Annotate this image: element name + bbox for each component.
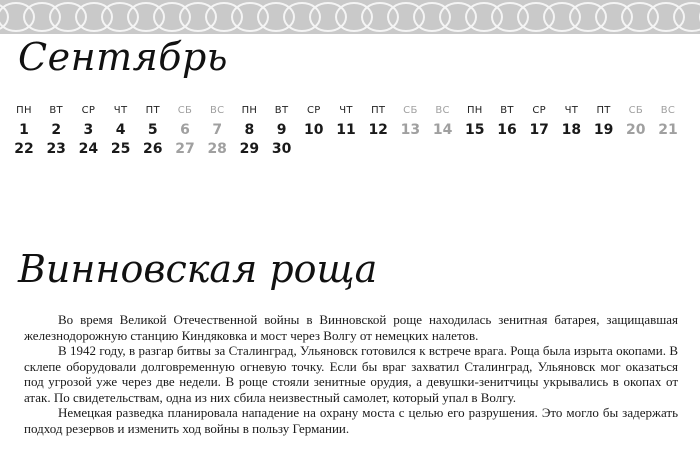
calendar-day: 2 — [51, 122, 62, 138]
paragraph-1: Во время Великой Отечественной войны в Винновской роще находилась зенитная батарея, защищавшая железнодорожную станцию Киндяковка и мост через Волгу от немецких налетов. — [24, 312, 678, 343]
weekday-label: ПН — [241, 105, 258, 116]
weekday-label: СР — [81, 105, 96, 116]
weekday-label: ЧТ — [339, 105, 353, 116]
calendar-day: 17 — [529, 122, 549, 138]
weekday-label: ВТ — [500, 105, 514, 116]
weekday-label: ЧТ — [113, 105, 128, 116]
calendar-day: 18 — [561, 122, 582, 138]
weekday-label: СР — [532, 105, 546, 116]
calendar-day: 6 — [180, 122, 190, 138]
weekday-label: ВТ — [274, 105, 289, 116]
weekday-label: ВС — [435, 105, 450, 116]
calendar-day: 22 — [14, 141, 34, 157]
section-title: Винновская роща — [18, 247, 378, 291]
calendar-day: 11 — [336, 122, 356, 138]
calendar-day: 28 — [207, 141, 227, 157]
calendar-day: 1 — [19, 122, 29, 138]
weekday-label: ЧТ — [564, 105, 579, 116]
paragraph-3: Немецкая разведка планировала нападение на охрану моста с целью его разрушения. Это могло бы задержать подход резервов и изменить ход войны в пользу Германии. — [24, 405, 678, 436]
calendar-day: 30 — [271, 141, 292, 157]
weekday-label: ВС — [660, 105, 676, 116]
calendar-day: 13 — [400, 122, 421, 138]
month-title: Сентябрь — [18, 35, 228, 79]
calendar — [0, 0, 700, 160]
weekday-label: ПН — [16, 105, 32, 116]
calendar-day: 15 — [465, 122, 485, 138]
calendar-day: 25 — [110, 141, 131, 157]
weekday-label: ВТ — [49, 105, 63, 116]
calendar-day: 23 — [46, 141, 66, 157]
weekday-label: СБ — [628, 105, 644, 116]
calendar-day: 19 — [593, 122, 614, 138]
calendar-day: 12 — [368, 122, 388, 138]
calendar-day: 3 — [83, 122, 94, 138]
calendar-day: 27 — [175, 141, 195, 157]
calendar-day: 5 — [147, 122, 158, 138]
calendar-day: 9 — [276, 122, 287, 138]
weekday-label: ВС — [209, 105, 225, 116]
calendar-day: 26 — [143, 141, 163, 157]
calendar-day: 24 — [78, 141, 99, 157]
weekday-label: ПТ — [145, 105, 160, 116]
weekday-label: СБ — [177, 105, 193, 116]
paragraph-2: В 1942 году, в разгар битвы за Сталинград, Ульяновск готовился к встрече врага. Роща была изрыта окопами. В склепе оборудовали долговременную огневую точку. Если бы враг захватил Сталинград, Ульяновск мог оказаться под угрозой уже через две недели. В роще стояли зенитные орудия, а девушки-зенитчицы укрывались в окопах от атак. По свидетельствам, одна из них сбила неизвестный самолет, который упал в Волгу. — [24, 343, 678, 405]
weekday-label: ПН — [466, 105, 483, 116]
calendar-day: 21 — [658, 122, 678, 138]
weekday-label: ПТ — [371, 105, 386, 116]
calendar-day: 29 — [239, 141, 260, 157]
body-text — [24, 312, 678, 436]
weekday-label: СБ — [403, 105, 418, 116]
calendar-day: 16 — [497, 122, 517, 138]
weekday-label: СР — [306, 105, 321, 116]
calendar-day: 7 — [212, 122, 223, 138]
calendar-day: 14 — [432, 122, 453, 138]
calendar-day: 8 — [244, 122, 255, 138]
calendar-day: 4 — [115, 122, 126, 138]
weekday-label: ПТ — [596, 105, 611, 116]
calendar-day: 10 — [304, 122, 324, 138]
calendar-day: 20 — [626, 122, 646, 138]
